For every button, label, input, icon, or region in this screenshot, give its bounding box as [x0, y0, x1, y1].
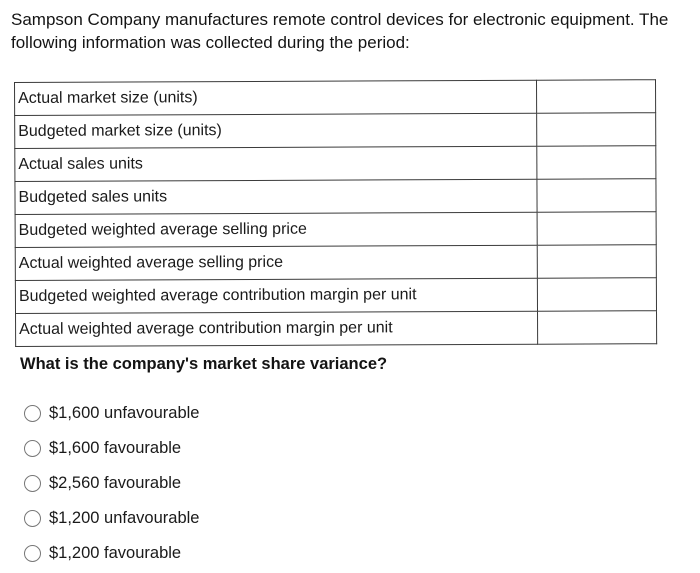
option-label: $1,200 unfavourable [49, 509, 200, 527]
option-label: $2,560 favourable [49, 474, 182, 492]
table-row [15, 278, 656, 314]
option-label: $1,600 unfavourable [49, 404, 200, 422]
row-value [537, 146, 656, 180]
table-row [15, 179, 656, 215]
row-label: Actual market size (units) [15, 80, 537, 115]
row-value [536, 80, 655, 114]
data-table [14, 79, 657, 347]
row-label: Budgeted market size (units) [15, 113, 537, 148]
radio-button[interactable] [24, 405, 41, 422]
row-value [537, 179, 656, 213]
table-row [15, 113, 656, 149]
answer-option-1[interactable] [24, 396, 199, 431]
table-row [16, 311, 657, 347]
row-label: Actual weighted average contribution margin per unit [16, 311, 538, 346]
row-label: Budgeted weighted average selling price [15, 212, 537, 247]
answer-option-5[interactable] [24, 536, 199, 571]
row-label: Budgeted sales units [15, 179, 537, 214]
answer-option-2[interactable] [24, 431, 199, 466]
option-label: $1,200 favourable [49, 544, 182, 562]
answer-options [24, 396, 199, 571]
table-row [15, 212, 656, 248]
row-label: Actual weighted average selling price [15, 245, 537, 280]
row-label: Actual sales units [15, 146, 537, 181]
option-label: $1,600 favourable [49, 439, 182, 457]
table-row [15, 245, 656, 281]
question-intro: Sampson Company manufactures remote control devices for electronic equipment. The following information was collected during the period: [11, 10, 669, 52]
row-value [537, 245, 656, 279]
radio-button[interactable] [24, 545, 41, 562]
table-row [15, 146, 656, 182]
radio-button[interactable] [24, 440, 41, 457]
question-prompt: What is the company's market share variance? [20, 355, 388, 373]
radio-button[interactable] [24, 475, 41, 492]
radio-button[interactable] [24, 510, 41, 527]
answer-option-3[interactable] [24, 466, 199, 501]
table-row [15, 80, 656, 116]
row-value [537, 113, 656, 147]
answer-option-4[interactable] [24, 501, 199, 536]
row-label: Budgeted weighted average contribution margin per unit [15, 278, 537, 313]
row-value [538, 311, 657, 345]
row-value [537, 278, 656, 312]
row-value [537, 212, 656, 246]
